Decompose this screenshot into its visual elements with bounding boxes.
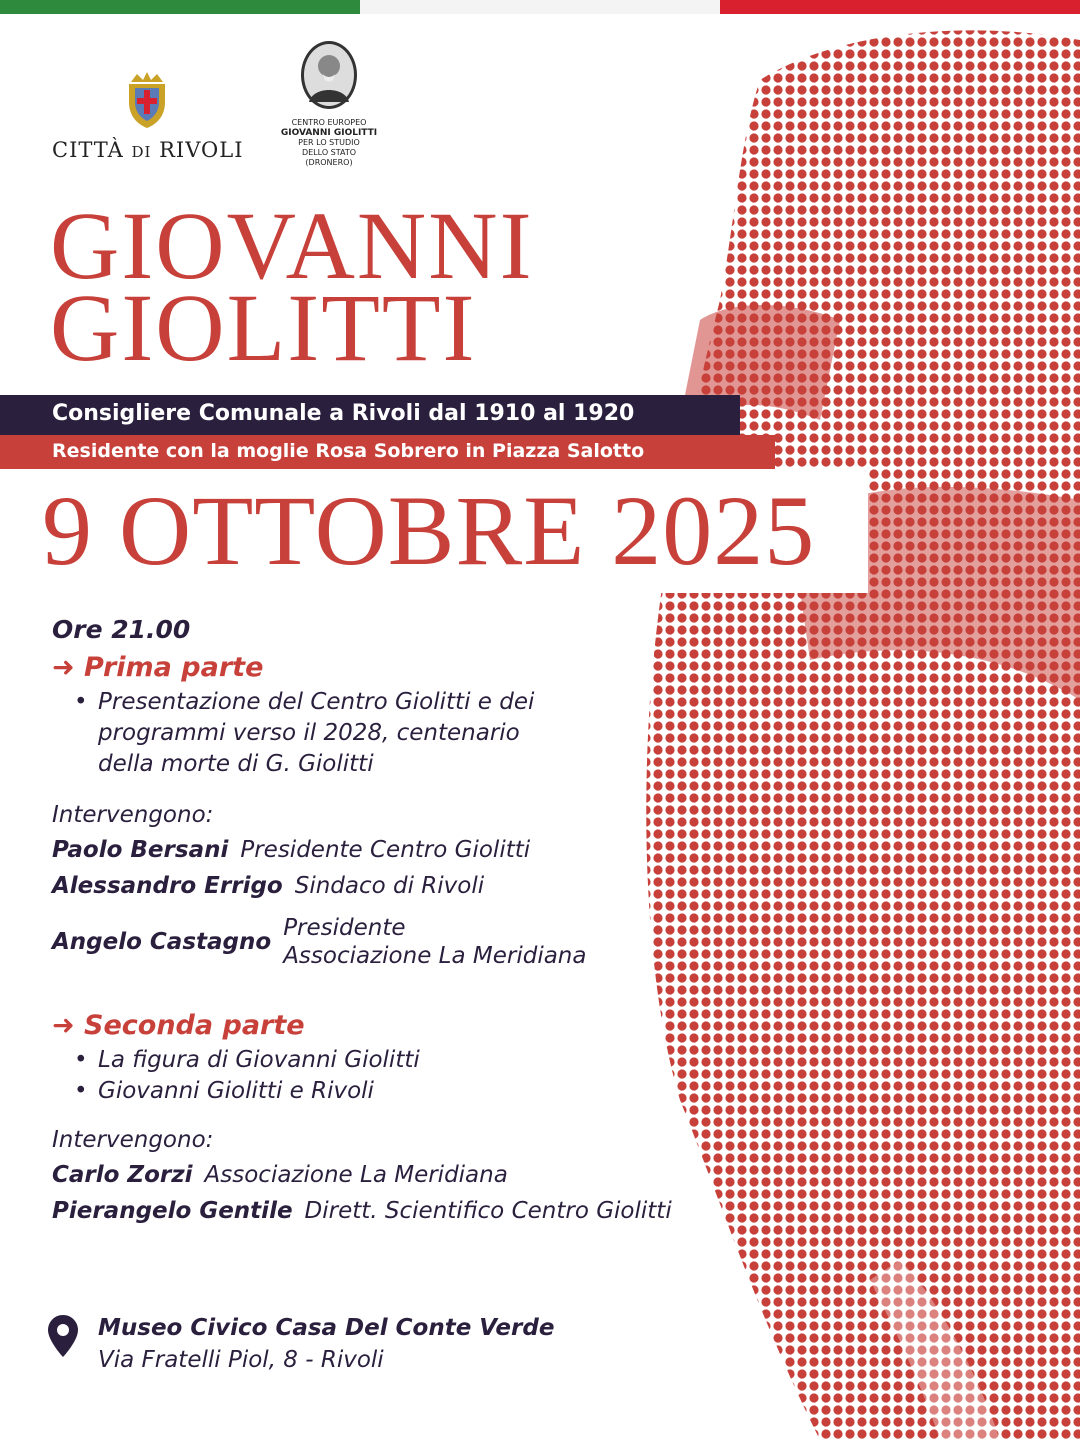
event-title — [50, 192, 534, 381]
speaker-role: Presidente Associazione La Meridiana — [283, 915, 587, 969]
location-text — [98, 1315, 554, 1373]
part1-bullet: • Presentazione del Centro Giolitti e dei programmi verso il 2028, centenario della morte di G. Giolitti — [98, 687, 752, 780]
speaker-row — [52, 836, 752, 864]
part2-intervengono: Intervengono: — [52, 1127, 214, 1153]
speaker-name: Pierangelo Gentile — [52, 1198, 293, 1224]
part2-bullet: • La figura di Giovanni Giolitti — [98, 1045, 752, 1076]
speaker-row — [52, 1197, 752, 1225]
part1-intervengono: Intervengono: — [52, 802, 214, 828]
speaker-name: Carlo Zorzi — [52, 1162, 193, 1188]
subtitle-consigliere: Consigliere Comunale a Rivoli dal 1910 al 1920 — [52, 401, 635, 426]
program — [52, 615, 752, 1225]
header-logos — [52, 40, 392, 190]
rivoli-logo-text: CITTÀ DI RIVOLI — [52, 138, 244, 162]
subtitle-bar-dark — [0, 395, 740, 435]
speaker-role: Associazione La Meridiana — [204, 1162, 508, 1188]
speaker-role: Dirett. Scientifico Centro Giolitti — [304, 1198, 672, 1224]
speaker-row — [52, 1161, 752, 1189]
speaker-role: Presidente Centro Giolitti — [240, 837, 531, 863]
speaker-row — [52, 872, 752, 900]
citta-di-rivoli-logo — [52, 72, 242, 162]
speaker-name: Paolo Bersani — [52, 837, 229, 863]
coat-of-arms-icon — [123, 72, 171, 128]
speaker-name: Alessandro Errigo — [52, 873, 283, 899]
date-banner — [0, 469, 868, 593]
part1-bullets — [52, 687, 752, 780]
title-line-2: GIOLITTI — [50, 274, 477, 381]
subtitle-residente: Residente con la moglie Rosa Sobrero in Piazza Salotto — [52, 440, 645, 462]
part2-heading: ➜ Seconda parte — [52, 1010, 305, 1041]
part2-bullet: • Giovanni Giolitti e Rivoli — [98, 1076, 752, 1107]
centro-giolitti-logo — [274, 40, 384, 168]
venue-name: Museo Civico Casa Del Conte Verde — [98, 1315, 555, 1341]
venue-address: Via Fratelli Piol, 8 - Rivoli — [98, 1347, 384, 1373]
speaker-row — [52, 914, 752, 970]
event-date: 9 OTTOBRE 2025 — [42, 475, 816, 586]
subtitle-bar-red — [0, 435, 775, 469]
speaker-name: Angelo Castagno — [52, 929, 272, 955]
event-time: Ore 21.00 — [52, 615, 191, 644]
flag-green-stripe — [0, 0, 360, 14]
title-line-1: GIOVANNI — [50, 192, 534, 299]
centro-logo-text: CENTRO EUROPEO GIOVANNI GIOLITTI PER LO STUDIO DELLO STATO (DRONERO) — [280, 118, 378, 167]
part2-bullets — [52, 1045, 752, 1107]
part1-heading: ➜ Prima parte — [52, 652, 264, 683]
portrait-medallion-icon — [299, 40, 359, 110]
map-pin-icon — [48, 1315, 78, 1357]
event-location — [48, 1315, 554, 1373]
speaker-role: Sindaco di Rivoli — [294, 873, 485, 899]
